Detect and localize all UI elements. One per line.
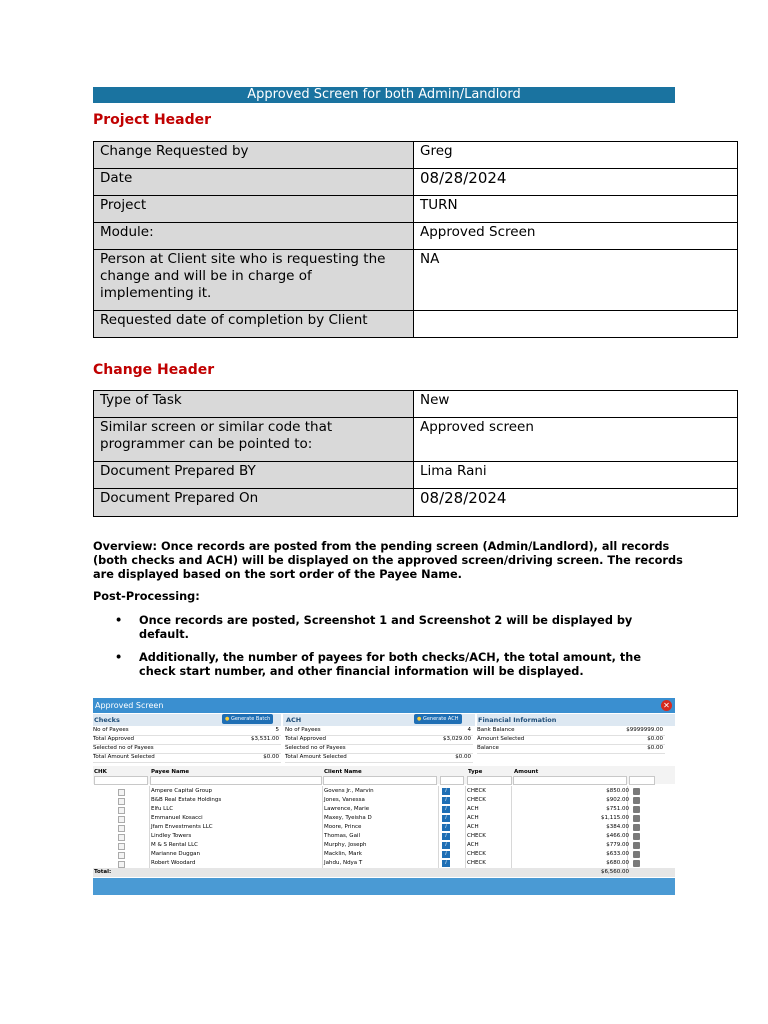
change-row-value: Lima Rani xyxy=(414,462,738,489)
info-icon[interactable]: i xyxy=(442,842,450,849)
column-header-amount: Amount xyxy=(514,769,539,775)
project-row-label: Project xyxy=(94,196,414,223)
row-checkbox[interactable] xyxy=(118,789,125,796)
delete-icon[interactable] xyxy=(633,833,640,840)
bullet-text: Once records are posted, Screenshot 1 and Screenshot 2 will be displayed by default. xyxy=(139,614,633,641)
ach-icon: ● xyxy=(417,716,422,722)
financial-panel-heading: Financial Information xyxy=(477,714,675,726)
window-title: Approved Screen xyxy=(95,701,164,710)
delete-icon[interactable] xyxy=(633,860,640,867)
screenshot-footer-bar xyxy=(93,878,675,895)
table-row: Elfu LLC Lawrence, Marie i ACH $751.00 xyxy=(93,805,675,814)
table-row: Jfam Envestments LLC Moore, Prince i ACH $384.00 xyxy=(93,823,675,832)
delete-icon[interactable] xyxy=(633,797,640,804)
row-checkbox[interactable] xyxy=(118,834,125,841)
change-row-label: Similar screen or similar code that programmer can be pointed to: xyxy=(94,418,414,462)
bullet-icon: • xyxy=(115,651,123,664)
change-row-value: Approved screen xyxy=(414,418,738,462)
change-header-table xyxy=(93,390,738,517)
financial-row: Amount Selected $0.00 xyxy=(477,735,665,745)
table-row: B&B Real Estate Holdings Jones, Vanessa i CHECK $902.00 xyxy=(93,796,675,805)
delete-icon[interactable] xyxy=(633,851,640,858)
change-row-value: New xyxy=(414,391,738,418)
delete-icon[interactable] xyxy=(633,806,640,813)
table-row: Robert Woodard Jahdu, Ndya T i CHECK $680.00 xyxy=(93,859,675,868)
column-header-client: Client Name xyxy=(324,769,362,775)
change-row-label: Document Prepared On xyxy=(94,489,414,517)
document-title: Approved Screen for both Admin/Landlord xyxy=(93,87,675,103)
client-filter-input[interactable] xyxy=(323,776,437,785)
info-icon[interactable]: i xyxy=(442,815,450,822)
amount-filter-input[interactable] xyxy=(513,776,627,785)
row-checkbox[interactable] xyxy=(118,861,125,868)
row-checkbox[interactable] xyxy=(118,816,125,823)
delete-icon[interactable] xyxy=(633,788,640,795)
project-row-label: Module: xyxy=(94,223,414,250)
info-icon[interactable]: i xyxy=(442,806,450,813)
project-row-value: 08/28/2024 xyxy=(414,169,738,196)
checks-summary-row: No of Payees 5 xyxy=(93,726,281,736)
checks-summary-row: Selected no of Payees xyxy=(93,744,281,754)
info-filter-input[interactable] xyxy=(440,776,464,785)
info-icon[interactable]: i xyxy=(442,851,450,858)
ach-summary-row: Total Amount Selected $0.00 xyxy=(285,753,473,763)
info-icon[interactable]: i xyxy=(442,860,450,867)
checks-summary-row: Total Amount Selected $0.00 xyxy=(93,753,281,763)
project-row-label: Requested date of completion by Client xyxy=(94,311,414,338)
chk-filter-input[interactable] xyxy=(94,776,148,785)
checks-summary-row: Total Approved $3,531.00 xyxy=(93,735,281,745)
generate-ach-button[interactable]: ● Generate ACH xyxy=(414,714,462,724)
info-icon[interactable]: i xyxy=(442,833,450,840)
payee-filter-input[interactable] xyxy=(150,776,322,785)
info-icon[interactable]: i xyxy=(442,797,450,804)
column-header-chk: CHK xyxy=(94,769,107,775)
column-header-type: Type xyxy=(468,769,483,775)
change-row-label: Type of Task xyxy=(94,391,414,418)
row-checkbox[interactable] xyxy=(118,843,125,850)
generate-batch-button[interactable]: ● Generate Batch xyxy=(222,714,273,724)
info-icon[interactable]: i xyxy=(442,824,450,831)
close-icon[interactable]: ✕ xyxy=(661,700,672,711)
post-processing-label: Post-Processing: xyxy=(93,590,200,603)
change-row-label: Document Prepared BY xyxy=(94,462,414,489)
row-checkbox[interactable] xyxy=(118,798,125,805)
ach-summary-row: Total Approved $3,029.00 xyxy=(285,735,473,745)
row-checkbox[interactable] xyxy=(118,807,125,814)
total-row xyxy=(93,868,675,877)
total-label: Total: xyxy=(94,869,112,875)
project-row-label: Date xyxy=(94,169,414,196)
window-titlebar xyxy=(93,698,675,713)
project-row-value xyxy=(414,311,738,338)
project-row-value: TURN xyxy=(414,196,738,223)
overview-paragraph: Overview: Once records are posted from the pending screen (Admin/Landlord), all records (both checks and ACH) will be displayed on the approved screen/driving screen. The records are displayed based on the sort order of the Payee Name. xyxy=(93,540,683,581)
row-checkbox[interactable] xyxy=(118,852,125,859)
checks-panel-heading: Checks xyxy=(93,714,281,726)
table-row: M & S Rental LLC Murphy, Joseph i ACH $779.00 xyxy=(93,841,675,850)
column-header-payee: Payee Name xyxy=(151,769,190,775)
bullet-text: Additionally, the number of payees for both checks/ACH, the total amount, the check start number, and other financial information will be displayed. xyxy=(139,651,641,678)
table-row: Ampere Capital Group Govens Jr., Marvin i CHECK $850.00 xyxy=(93,787,675,796)
info-icon[interactable]: i xyxy=(442,788,450,795)
row-checkbox[interactable] xyxy=(118,825,125,832)
type-filter-input[interactable] xyxy=(467,776,512,785)
ach-summary-row: Selected no of Payees xyxy=(285,744,473,754)
bullet-icon: • xyxy=(115,614,123,627)
change-header-heading: Change Header xyxy=(93,362,215,378)
delete-icon[interactable] xyxy=(633,842,640,849)
project-row-value: Approved Screen xyxy=(414,223,738,250)
project-header-table xyxy=(93,141,738,338)
delete-icon[interactable] xyxy=(633,824,640,831)
project-header-heading: Project Header xyxy=(93,112,212,128)
financial-row: Bank Balance $9999999.00 xyxy=(477,726,665,736)
project-row-label: Person at Client site who is requesting the change and will be in charge of implementing it. xyxy=(94,250,414,311)
ach-summary-row: No of Payees 4 xyxy=(285,726,473,736)
project-row-value: Greg xyxy=(414,142,738,169)
table-row: Lindley Towers Thomas, Gail i CHECK $466.00 xyxy=(93,832,675,841)
project-row-value: NA xyxy=(414,250,738,311)
action-filter-input[interactable] xyxy=(629,776,655,785)
table-row: Marianne Duggan Macklin, Mark i CHECK $633.00 xyxy=(93,850,675,859)
delete-icon[interactable] xyxy=(633,815,640,822)
table-row: Emmanuel Kosacci Maxey, Tyeisha D i ACH $1,115.00 xyxy=(93,814,675,823)
ach-panel-heading: ACH xyxy=(283,714,475,726)
approved-screen-screenshot xyxy=(93,698,675,900)
total-amount: $6,560.00 xyxy=(601,869,629,875)
financial-row: Balance $0.00 xyxy=(477,744,665,754)
project-row-label: Change Requested by xyxy=(94,142,414,169)
change-row-value: 08/28/2024 xyxy=(414,489,738,517)
batch-icon: ● xyxy=(225,716,230,722)
